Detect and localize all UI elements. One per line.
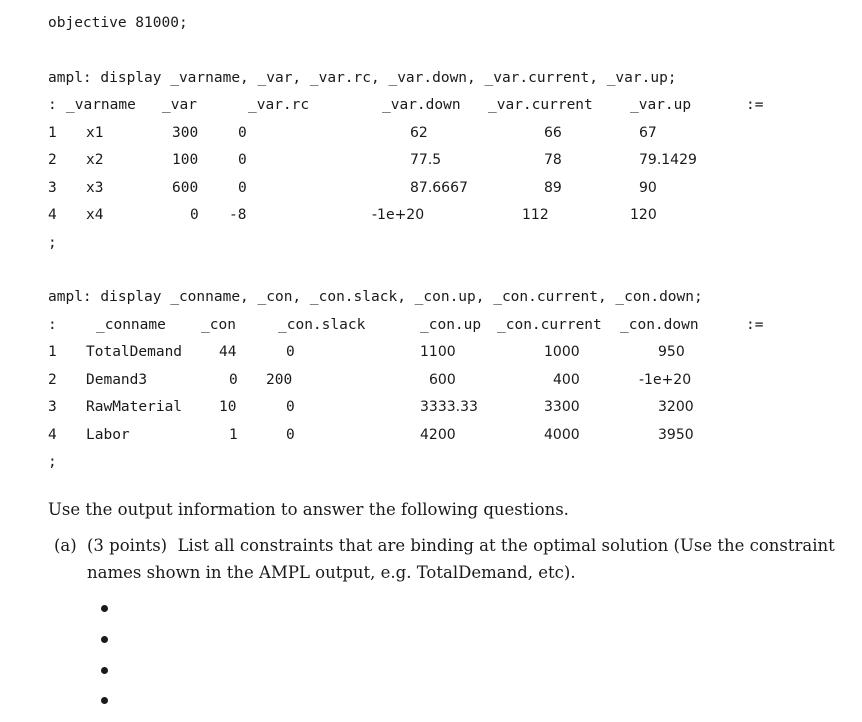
con-header-colon: : — [48, 317, 57, 333]
con-row-down: 3950 — [658, 427, 694, 443]
var-header-colon: : — [48, 97, 57, 113]
var-row-down: 62 — [410, 125, 428, 141]
var-header-var: _var — [162, 97, 197, 113]
con-row-name: TotalDemand — [86, 344, 183, 360]
var-row-rc: 0 — [238, 180, 247, 196]
con-table-terminator: ; — [48, 454, 57, 470]
con-row-name: RawMaterial — [86, 399, 183, 415]
var-header-down: _var.down — [382, 97, 461, 113]
var-row-current: 112 — [522, 207, 549, 223]
var-row-current: 78 — [544, 152, 562, 168]
question-a-text-line1: (3 points) List all constraints that are binding at the optimal solution (Use the constraint — [87, 536, 835, 555]
var-row-current: 89 — [544, 180, 562, 196]
con-row-con: 1 — [229, 427, 238, 443]
var-row-rc: -8 — [229, 207, 247, 223]
con-header-current: _con.current — [497, 317, 602, 333]
var-row-up: 90 — [639, 180, 657, 196]
con-header-assign: := — [746, 317, 764, 333]
question-a-label: (a) — [54, 536, 77, 555]
answer-bullet — [101, 667, 108, 674]
var-row-value: 300 — [172, 125, 199, 141]
var-header-varname: _varname — [66, 97, 136, 113]
var-row-up: 67 — [639, 125, 657, 141]
con-row-current: 4000 — [544, 427, 580, 443]
var-row-value: 600 — [172, 180, 199, 196]
con-row-index: 2 — [48, 372, 57, 388]
answer-bullet — [101, 605, 108, 612]
var-header-rc: _var.rc — [248, 97, 310, 113]
var-row-down: 87.6667 — [410, 180, 468, 196]
con-row-current: 1000 — [544, 344, 580, 360]
con-row-name: Demand3 — [86, 372, 148, 388]
var-row-current: 66 — [544, 125, 562, 141]
con-row-down: 3200 — [658, 399, 694, 415]
instructions-text: Use the output information to answer the following questions. — [48, 500, 569, 519]
var-row-rc: 0 — [238, 152, 247, 168]
con-row-name: Labor — [86, 427, 130, 443]
var-row-up: 120 — [630, 207, 657, 223]
con-header-down: _con.down — [620, 317, 699, 333]
con-header-up: _con.up — [420, 317, 482, 333]
var-row-down: 77.5 — [410, 152, 442, 168]
var-table-terminator: ; — [48, 235, 57, 251]
var-row-value: 0 — [190, 207, 199, 223]
var-row-name: x3 — [86, 180, 104, 196]
var-display-command: ampl: display _varname, _var, _var.rc, _var.down, _var.current, _var.up; — [48, 70, 677, 86]
con-row-up: 3333.33 — [420, 399, 478, 415]
con-row-slack: 0 — [286, 344, 295, 360]
con-row-con: 10 — [219, 399, 237, 415]
con-row-current: 400 — [553, 372, 580, 388]
con-row-current: 3300 — [544, 399, 580, 415]
con-display-command: ampl: display _conname, _con, _con.slack, _con.up, _con.current, _con.down; — [48, 289, 703, 305]
var-row-index: 2 — [48, 152, 57, 168]
con-row-con: 44 — [219, 344, 237, 360]
var-row-down: -1e+20 — [372, 207, 425, 223]
var-row-index: 3 — [48, 180, 57, 196]
con-row-con: 0 — [229, 372, 238, 388]
var-header-assign: := — [746, 97, 764, 113]
con-row-down: -1e+20 — [639, 372, 692, 388]
con-row-slack: 0 — [286, 399, 295, 415]
con-row-index: 1 — [48, 344, 57, 360]
con-header-con: _con — [201, 317, 236, 333]
var-row-index: 4 — [48, 207, 57, 223]
con-row-up: 4200 — [420, 427, 456, 443]
answer-bullet — [101, 697, 108, 704]
answer-bullet — [101, 636, 108, 643]
con-row-index: 3 — [48, 399, 57, 415]
con-header-slack: _con.slack — [278, 317, 366, 333]
var-row-rc: 0 — [238, 125, 247, 141]
con-row-up: 1100 — [420, 344, 456, 360]
var-row-name: x4 — [86, 207, 104, 223]
con-row-index: 4 — [48, 427, 57, 443]
con-row-slack: 200 — [266, 372, 293, 388]
con-row-slack: 0 — [286, 427, 295, 443]
var-row-up: 79.1429 — [639, 152, 697, 168]
var-header-current: _var.current — [488, 97, 593, 113]
var-row-index: 1 — [48, 125, 57, 141]
con-row-up: 600 — [429, 372, 456, 388]
var-row-name: x1 — [86, 125, 104, 141]
var-row-value: 100 — [172, 152, 199, 168]
var-row-name: x2 — [86, 152, 104, 168]
question-a-text-line2: names shown in the AMPL output, e.g. TotalDemand, etc). — [87, 563, 576, 582]
var-header-up: _var.up — [630, 97, 692, 113]
con-header-conname: _conname — [96, 317, 166, 333]
objective-line: objective 81000; — [48, 15, 188, 31]
con-row-down: 950 — [658, 344, 685, 360]
